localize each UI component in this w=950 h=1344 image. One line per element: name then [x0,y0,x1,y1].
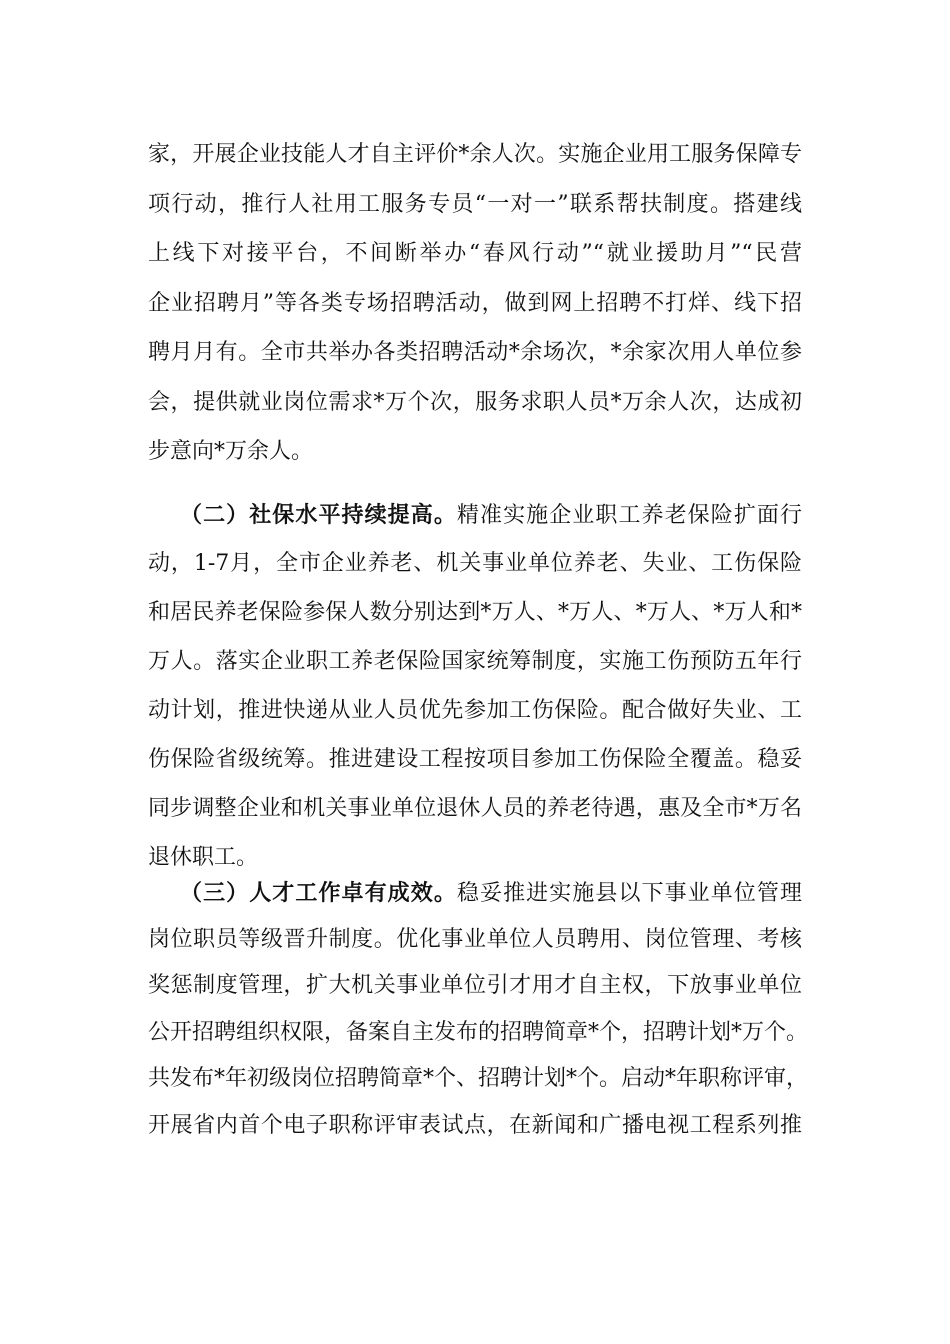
line-text: 精准实施企业职工养老保险扩面行 [456,503,802,528]
line-text: 万人。落实企业职工养老保险国家统筹制度，实施工伤预防五年行 [148,649,802,674]
line-text: 和居民养老保险参保人数分别达到*万人、*万人、*万人、*万人和* [148,600,802,625]
paragraph-line [180,878,802,908]
paragraph-line [148,696,802,726]
paragraph-line [148,1064,809,1094]
paragraph-line [148,843,802,873]
section-heading: （二）社保水平持续提高。 [180,502,457,528]
line-text: 奖惩制度管理，扩大机关事业单位引才用才自主权，下放事业单位 [148,973,802,998]
paragraph-line [148,239,802,269]
line-text: 步意向*万余人。 [148,439,314,464]
paragraph-line [148,338,802,368]
paragraph-line [148,1111,802,1141]
line-text: 伤保险省级统筹。推进建设工程按项目参加工伤保险全覆盖。稳妥 [148,747,802,772]
paragraph-line [148,140,802,170]
line-text: 岗位职员等级晋升制度。优化事业单位人员聘用、岗位管理、考核 [148,926,802,952]
line-text: 动，1-7月，全市企业养老、机关事业单位养老、失业、工伤保险 [148,551,802,576]
paragraph-line [148,437,802,467]
line-text: 上线下对接平台，不间断举办“春风行动”“就业援助月”“民营 [148,241,802,266]
line-text: 公开招聘组织权限，备案自主发布的招聘简章*个，招聘计划*万个。 [148,1019,809,1045]
paragraph-line [148,794,802,824]
paragraph-line [180,500,802,530]
line-text: 动计划，推进快递从业人员优先参加工伤保险。配合做好失业、工 [148,698,802,723]
line-text: 项行动，推行人社用工服务专员“一对一”联系帮扶制度。搭建线 [148,191,802,217]
line-text: 企业招聘月”等各类专场招聘活动，做到网上招聘不打烊、线下招 [148,290,802,316]
line-text: 会，提供就业岗位需求*万个次，服务求职人员*万余人次，达成初 [148,389,802,415]
line-text: 聘月月有。全市共举办各类招聘活动*余场次，*余家次用人单位参 [148,340,802,365]
paragraph-line [148,549,802,579]
line-text: 同步调整企业和机关事业单位退休人员的养老待遇，惠及全市*万名 [148,796,802,821]
line-text: 稳妥推进实施县以下事业单位管理 [456,881,802,906]
paragraph-line [148,190,802,220]
paragraph-line [148,745,802,775]
paragraph-line [148,925,802,955]
paragraph-line [148,1018,809,1048]
line-text: 开展省内首个电子职称评审表试点，在新闻和广播电视工程系列推 [148,1112,802,1138]
paragraph-line [148,971,802,1001]
paragraph-line [148,647,802,677]
paragraph-line [148,388,802,418]
paragraph-line [148,289,802,319]
line-text: 家，开展企业技能人才自主评价*余人次。实施企业用工服务保障专 [148,142,802,167]
line-text: 共发布*年初级岗位招聘简章*个、招聘计划*个。启动*年职称评审， [148,1066,809,1091]
line-text: 退休职工。 [148,845,259,870]
paragraph-line [148,598,802,628]
section-heading: （三）人才工作卓有成效。 [180,880,457,906]
